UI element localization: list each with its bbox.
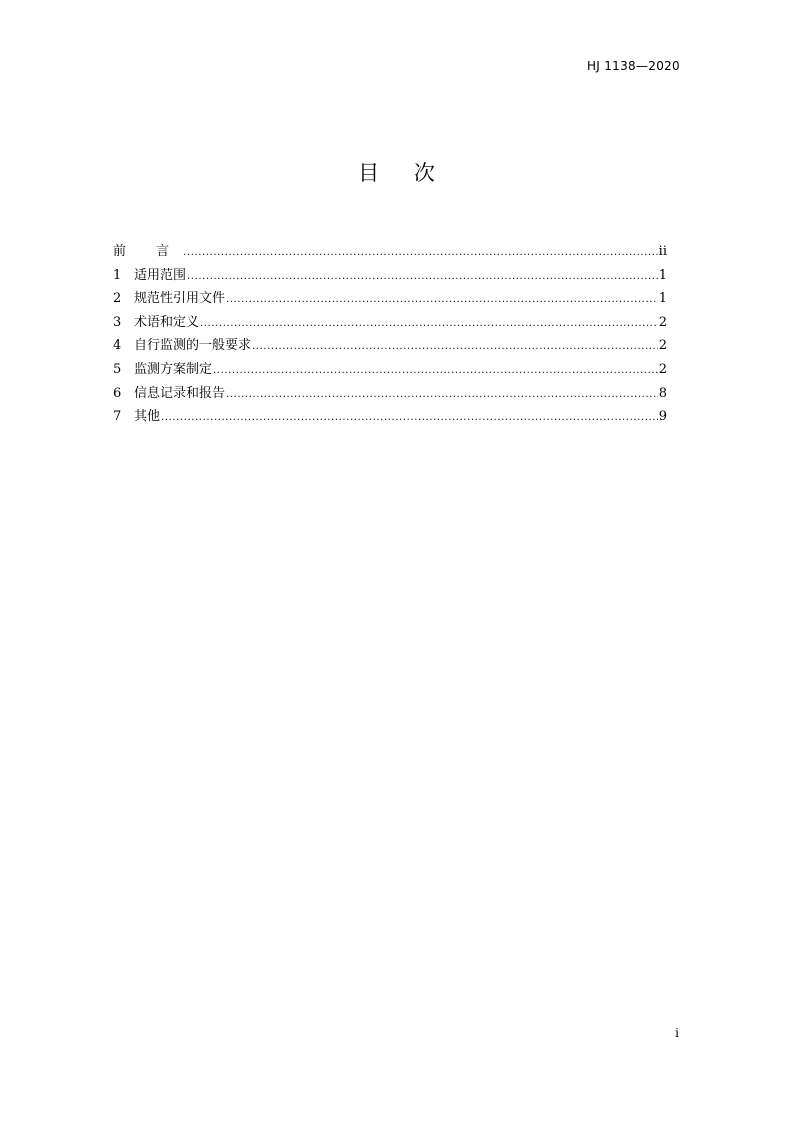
toc-dot-leader: [226, 294, 658, 305]
toc-dot-leader: [183, 247, 658, 258]
toc-entry-number: 1: [113, 267, 122, 283]
toc-entry-label: 适用范围: [134, 267, 187, 283]
standard-code: HJ 1138—2020: [586, 59, 680, 73]
toc-entry-number: 7: [113, 409, 122, 425]
toc-entry-number: 6: [113, 385, 122, 401]
toc-entry-number: 3: [113, 314, 122, 330]
toc-entry-terms-definitions[interactable]: [113, 311, 667, 335]
toc-dot-leader: [213, 365, 658, 376]
toc-entry-records-reports[interactable]: [113, 382, 667, 406]
toc-entry-page: 1: [658, 267, 667, 283]
toc-entry-monitoring-plan[interactable]: [113, 358, 667, 382]
toc-entry-label: 自行监测的一般要求: [134, 338, 252, 354]
toc-entry-page: 8: [658, 385, 667, 401]
toc-entry-number: 2: [113, 291, 122, 307]
toc-entry-page: 2: [658, 314, 667, 330]
toc-entry-label: 信息记录和报告: [134, 385, 226, 401]
toc-entry-label: 规范性引用文件: [134, 291, 226, 307]
toc-entry-number: 4: [113, 338, 122, 354]
toc-entry-label: 其他: [134, 409, 161, 425]
toc-entry-page: 9: [658, 409, 667, 425]
toc-entry-label: 术语和定义: [134, 314, 200, 330]
toc-dot-leader: [200, 318, 658, 329]
toc-dot-leader: [252, 341, 658, 352]
toc-entry-label: 前 言: [113, 244, 183, 259]
toc-entry-label: 监测方案制定: [134, 361, 213, 377]
toc-entry-general-requirements[interactable]: [113, 334, 667, 358]
toc-dot-leader: [187, 271, 658, 282]
toc-entry-other[interactable]: [113, 405, 667, 429]
table-of-contents: [113, 240, 667, 429]
toc-entry-page: 2: [658, 361, 667, 377]
toc-entry-preface[interactable]: [113, 240, 667, 264]
toc-entry-page: 1: [658, 291, 667, 307]
toc-dot-leader: [161, 412, 658, 423]
page-title: 目 次: [358, 161, 449, 185]
toc-dot-leader: [226, 389, 658, 400]
page-number: i: [675, 1026, 679, 1040]
toc-entry-page: ii: [658, 244, 667, 259]
toc-entry-scope[interactable]: [113, 264, 667, 288]
toc-entry-number: 5: [113, 361, 122, 377]
toc-entry-page: 2: [658, 338, 667, 354]
toc-entry-normative-references[interactable]: [113, 287, 667, 311]
